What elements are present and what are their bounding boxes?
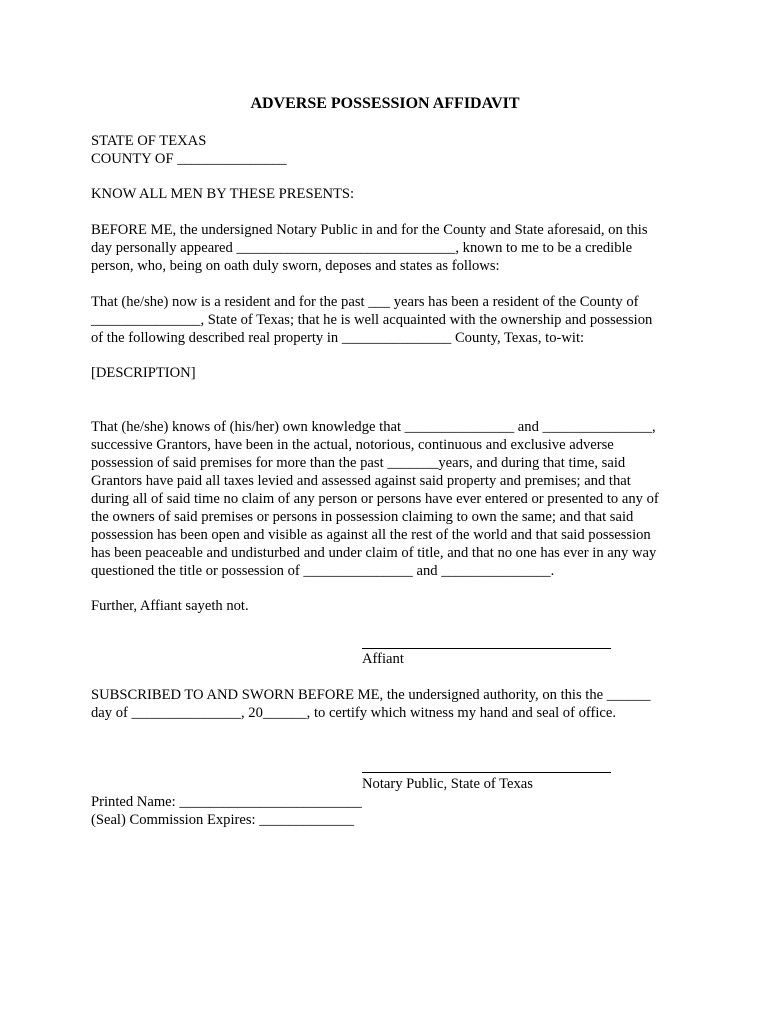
paragraph3-line: the owners of said premises or persons in possession claiming to own the same; and that said (91, 509, 634, 525)
subscribed-line: day of _______________, 20______, to certify which witness my hand and seal of office. (91, 705, 617, 721)
paragraph3-line: questioned the title or possession of _______________ and _______________. (91, 563, 555, 579)
affiant-label: Affiant (362, 651, 404, 667)
know-all-heading: KNOW ALL MEN BY THESE PRESENTS: (91, 186, 355, 202)
paragraph3-line: That (he/she) knows of (his/her) own knowledge that _______________ and _______________, (91, 419, 656, 435)
notary-label: Notary Public, State of Texas (362, 776, 533, 792)
venue-county: COUNTY OF _______________ (91, 151, 287, 167)
paragraph2-line: of the following described real property in _______________ County, Texas, to-wit: (91, 330, 585, 346)
paragraph3-line: Grantors have paid all taxes levied and assessed against said property and premises; and that (91, 473, 631, 489)
venue-state: STATE OF TEXAS (91, 133, 207, 149)
notary-signature-line (362, 772, 611, 773)
paragraph3-line: possession of said premises for more than the past _______years, and during that time, said (91, 455, 626, 471)
paragraph1-line: BEFORE ME, the undersigned Notary Public in and for the County and State aforesaid, on this (91, 222, 648, 238)
paragraph3-line: possession has been open and visible as against all the rest of the world and that said possession (91, 527, 651, 543)
paragraph1-line: day personally appeared ______________________________, known to me to be a credible (91, 240, 633, 256)
paragraph3-line: successive Grantors, have been in the actual, notorious, continuous and exclusive adverse (91, 437, 614, 453)
affiant-signature-line (362, 648, 611, 649)
paragraph2-line: _______________, State of Texas; that he is well acquainted with the ownership and possession (91, 312, 653, 328)
commission-expires-field: (Seal) Commission Expires: _____________ (91, 812, 355, 828)
paragraph1-line: person, who, being on oath duly sworn, deposes and states as follows: (91, 258, 500, 274)
printed-name-field: Printed Name: _________________________ (91, 794, 362, 810)
paragraph2-line: That (he/she) now is a resident and for the past ___ years has been a resident of the County of (91, 294, 639, 310)
description-placeholder: [DESCRIPTION] (91, 365, 196, 381)
subscribed-line: SUBSCRIBED TO AND SWORN BEFORE ME, the undersigned authority, on this the ______ (91, 687, 651, 703)
further-statement: Further, Affiant sayeth not. (91, 598, 249, 614)
paragraph3-line: during all of said time no claim of any person or persons have ever entered or presented to any of (91, 491, 659, 507)
document-title: ADVERSE POSSESSION AFFIDAVIT (250, 95, 520, 112)
paragraph3-line: has been peaceable and undisturbed and under claim of title, and that no one has ever in any way (91, 545, 657, 561)
